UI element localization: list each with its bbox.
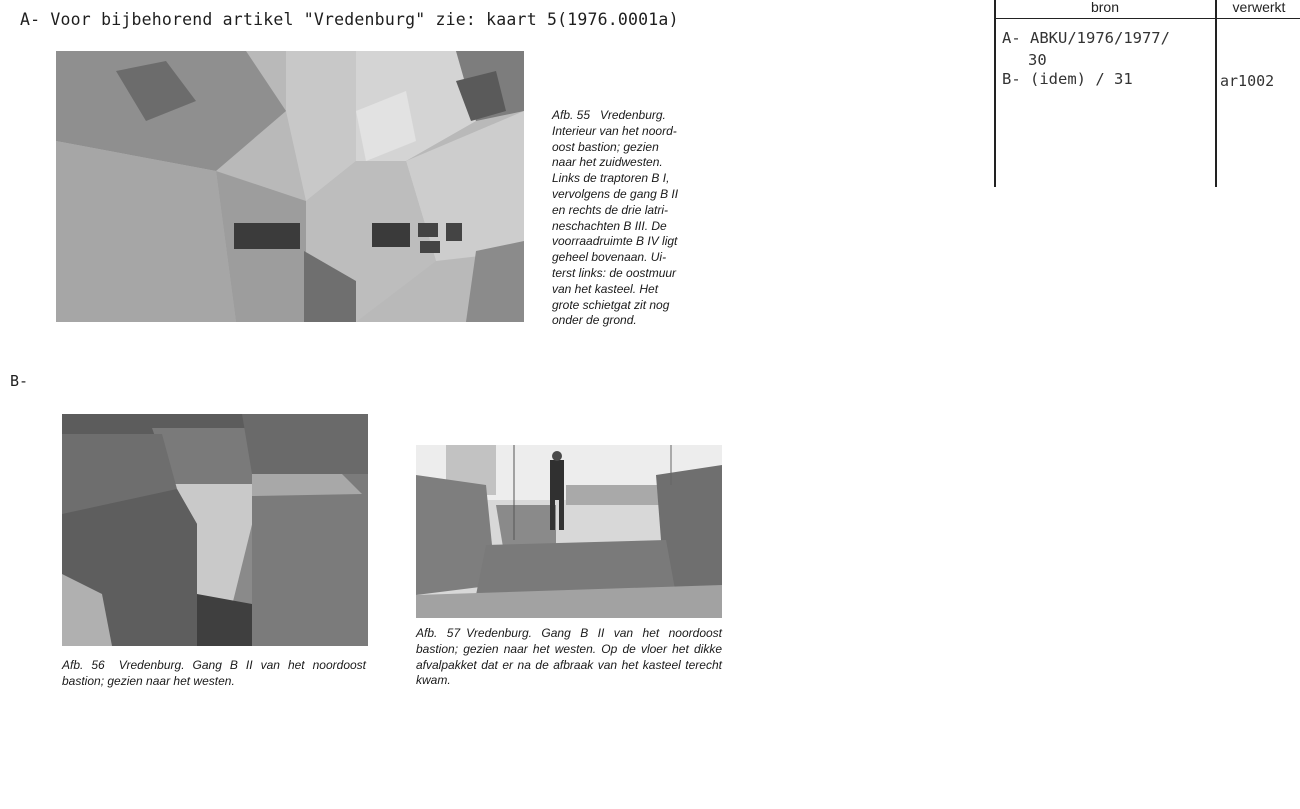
photo-afb-57 [416, 445, 722, 618]
caption-afb-55-line: grote schietgat zit nog [552, 297, 670, 312]
source-entry-b: B- (idem) / 31 [1002, 70, 1133, 88]
caption-text: Vredenburg. [600, 108, 666, 122]
photo-afb-56 [62, 414, 368, 646]
caption-afb-55-line: naar het zuidwesten. [552, 155, 663, 170]
figure-number: Afb. 56 [62, 658, 105, 672]
archive-source-table [994, 0, 1300, 187]
caption-afb-55-line: en rechts de drie latri- [552, 202, 669, 217]
processed-reference: ar1002 [1220, 72, 1275, 90]
photo-afb-55 [56, 51, 524, 322]
figure-number: Afb. 57 [416, 626, 461, 640]
caption-afb-55-line: terst links: de oostmuur [552, 265, 677, 280]
caption-afb-55-line: vervolgens de gang B II [552, 186, 679, 201]
caption-afb-55-line: onder de grond. [552, 313, 637, 328]
caption-afb-55 [552, 108, 687, 329]
caption-text: Vredenburg. Gang B II van het noordoost bastion; gezien naar het westen. [62, 658, 366, 688]
caption-afb-55-line: Links de traptoren B I, [552, 171, 670, 186]
caption-afb-56 [62, 658, 366, 690]
caption-afb-57 [416, 626, 722, 689]
column-header-verwerkt: verwerkt [1232, 0, 1286, 15]
caption-text: Vredenburg. Gang B II van het noordoost bastion; gezien naar het westen. Op de vloer het dikke afvalpakket dat er na de afbraak van het kasteel terecht kwam. [416, 626, 723, 688]
caption-afb-55-line: voorraadruimte B IV ligt [552, 234, 678, 249]
caption-afb-55-line: van het kasteel. Het [552, 281, 659, 296]
source-entry-a: A- ABKU/1976/1977/ [1002, 29, 1170, 47]
caption-afb-55-line [552, 108, 687, 124]
table-border-left [994, 0, 996, 187]
caption-afb-55-line: geheel bovenaan. Ui- [552, 250, 667, 265]
column-header-bron: bron [1090, 0, 1120, 15]
caption-afb-55-line: neschachten B III. De [552, 218, 667, 233]
caption-afb-55-line: oost bastion; gezien [552, 139, 659, 154]
heading-line-a: A- Voor bijbehorend artikel "Vredenburg" zie: kaart 5(1976.0001a) [20, 10, 679, 29]
caption-afb-55-line: Interieur van het noord- [552, 123, 677, 138]
table-column-divider [1215, 0, 1217, 187]
figure-number: Afb. 55 [552, 108, 591, 122]
source-entry-a-continuation: 30 [1028, 51, 1047, 69]
table-header-divider [994, 18, 1300, 19]
section-b-label: B- [10, 372, 29, 390]
